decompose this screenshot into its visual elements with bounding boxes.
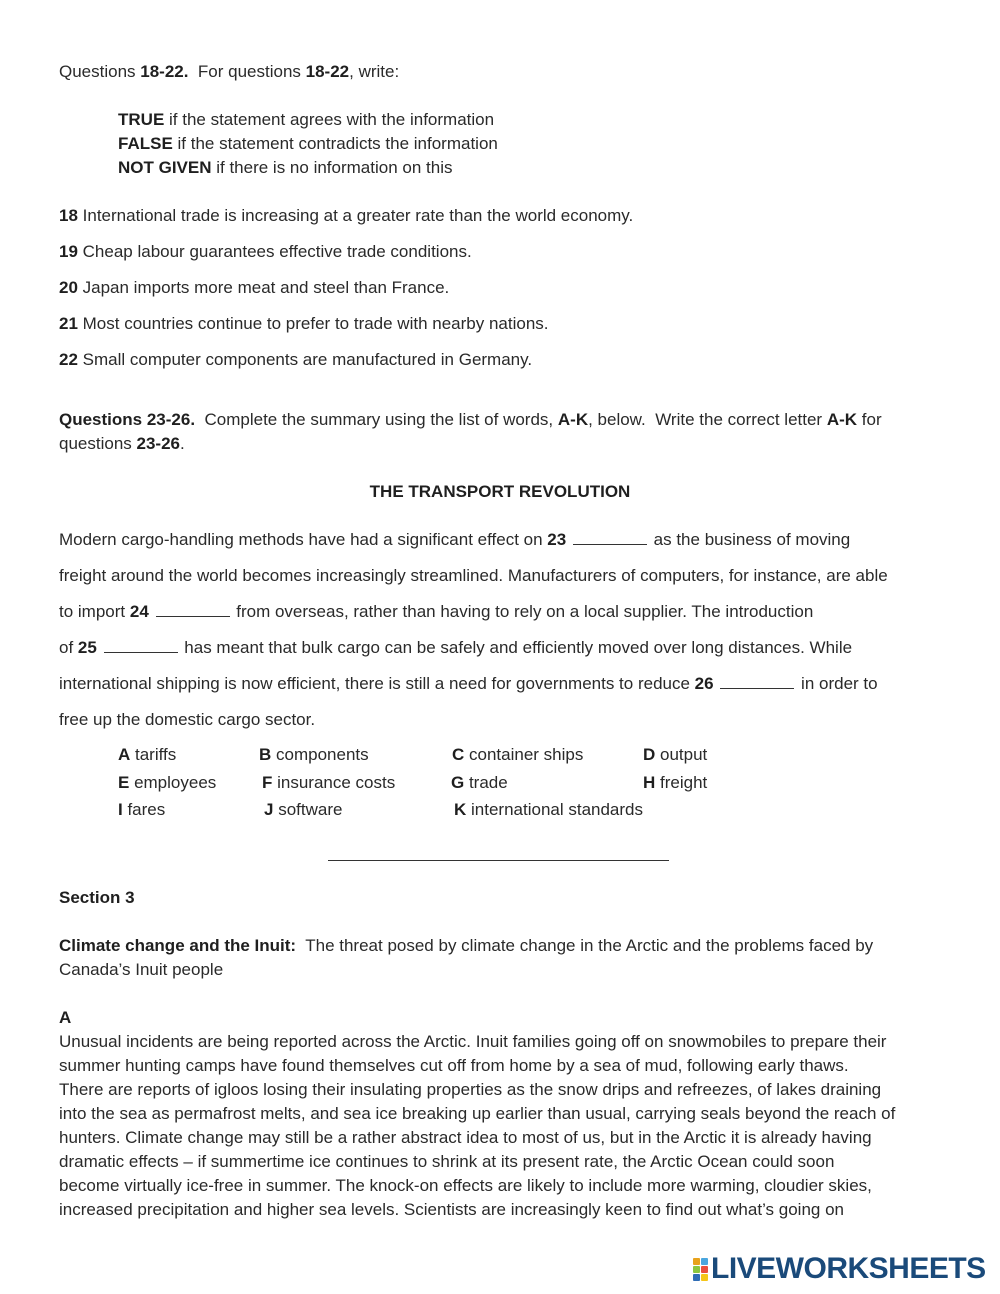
section-divider [328, 860, 669, 861]
statement-22: 22 Small computer components are manufactured in Germany. [59, 350, 533, 369]
paragraph-line: Unusual incidents are being reported across the Arctic. Inuit families going off on snowmobiles to prepare their [59, 1032, 887, 1051]
summary-line-4: of 25 has meant that bulk cargo can be safely and efficiently moved over long distances. While [59, 638, 853, 657]
statement-20: 20 Japan imports more meat and steel than France. [59, 278, 450, 297]
paragraph-line: There are reports of igloos losing their insulating properties as the snow drips and refreezes, of lakes draining [59, 1080, 882, 1099]
answer-key-true: TRUE if the statement agrees with the information [118, 110, 495, 129]
paragraph-line: increased precipitation and higher sea levels. Scientists are increasingly keen to find out what’s going on [59, 1200, 844, 1219]
answer-key-false: FALSE if the statement contradicts the information [118, 134, 498, 153]
word-option-f: F insurance costs [262, 773, 396, 792]
answer-blank-23[interactable] [573, 529, 647, 545]
questions-23-26-instructions-cont: questions 23-26. [59, 434, 185, 453]
statement-19: 19 Cheap labour guarantees effective trade conditions. [59, 242, 472, 261]
answer-key-list [118, 108, 498, 180]
passage-title: Climate change and the Inuit: The threat posed by climate change in the Arctic and the problems faced by [59, 936, 874, 955]
word-option-a: A tariffs [118, 745, 177, 764]
word-option-h: H freight [643, 773, 708, 792]
logo-text: LIVEWORKSHEETS [711, 1252, 986, 1285]
paragraph-line: hunters. Climate change may still be a rather abstract idea to most of us, but in the Arctic it is already having [59, 1128, 872, 1147]
summary-line-1: Modern cargo-handling methods have had a significant effect on 23 as the business of moving [59, 530, 851, 549]
passage-title-cont: Canada’s Inuit people [59, 960, 224, 979]
paragraph-label-a: A [59, 1008, 72, 1027]
word-option-e: E employees [118, 773, 217, 792]
paragraph-line: dramatic effects – if summertime ice continues to shrink at its present rate, the Arctic Ocean could soon [59, 1152, 835, 1171]
word-option-b: B components [259, 745, 369, 764]
word-option-i: I fares [118, 800, 166, 819]
word-option-c: C container ships [452, 745, 584, 764]
answer-blank-24[interactable] [156, 601, 230, 617]
word-option-g: G trade [451, 773, 508, 792]
summary-title: THE TRANSPORT REVOLUTION [369, 482, 631, 501]
section-heading: Section 3 [59, 888, 135, 907]
summary-line-2: freight around the world becomes increasingly streamlined. Manufacturers of computers, for instance, are able [59, 566, 888, 585]
liveworksheets-logo [693, 1253, 986, 1285]
summary-line-5: international shipping is now efficient, there is still a need for governments to reduce 26 in order to [59, 674, 878, 693]
paragraph-line: into the sea as permafrost melts, and sea ice breaking up earlier than usual, carrying seals beyond the reach of [59, 1104, 896, 1123]
summary-line-3: to import 24 from overseas, rather than having to rely on a local supplier. The introduction [59, 602, 814, 621]
summary-line-6: free up the domestic cargo sector. [59, 710, 316, 729]
word-option-d: D output [643, 745, 708, 764]
paragraph-line: become virtually ice-free in summer. The knock-on effects are likely to include more warming, cloudier skies, [59, 1176, 872, 1195]
questions-23-26-instructions: Questions 23-26. Complete the summary using the list of words, A-K, below. Write the correct letter A-K for [59, 410, 882, 429]
word-option-j: J software [264, 800, 343, 819]
word-option-k: K international standards [454, 800, 644, 819]
statement-18: 18 International trade is increasing at a greater rate than the world economy. [59, 206, 634, 225]
paragraph-line: summer hunting camps have found themselves cut off from home by a sea of mud, following early thaws. [59, 1056, 849, 1075]
answer-blank-26[interactable] [720, 673, 794, 689]
paragraph-a [59, 1030, 895, 1222]
answer-blank-25[interactable] [104, 637, 178, 653]
statement-21: 21 Most countries continue to prefer to trade with nearby nations. [59, 314, 549, 333]
logo-icon [693, 1258, 708, 1281]
questions-18-22-instructions: Questions 18-22. For questions 18-22, write: [59, 62, 400, 81]
answer-key-not-given: NOT GIVEN if there is no information on this [118, 158, 453, 177]
